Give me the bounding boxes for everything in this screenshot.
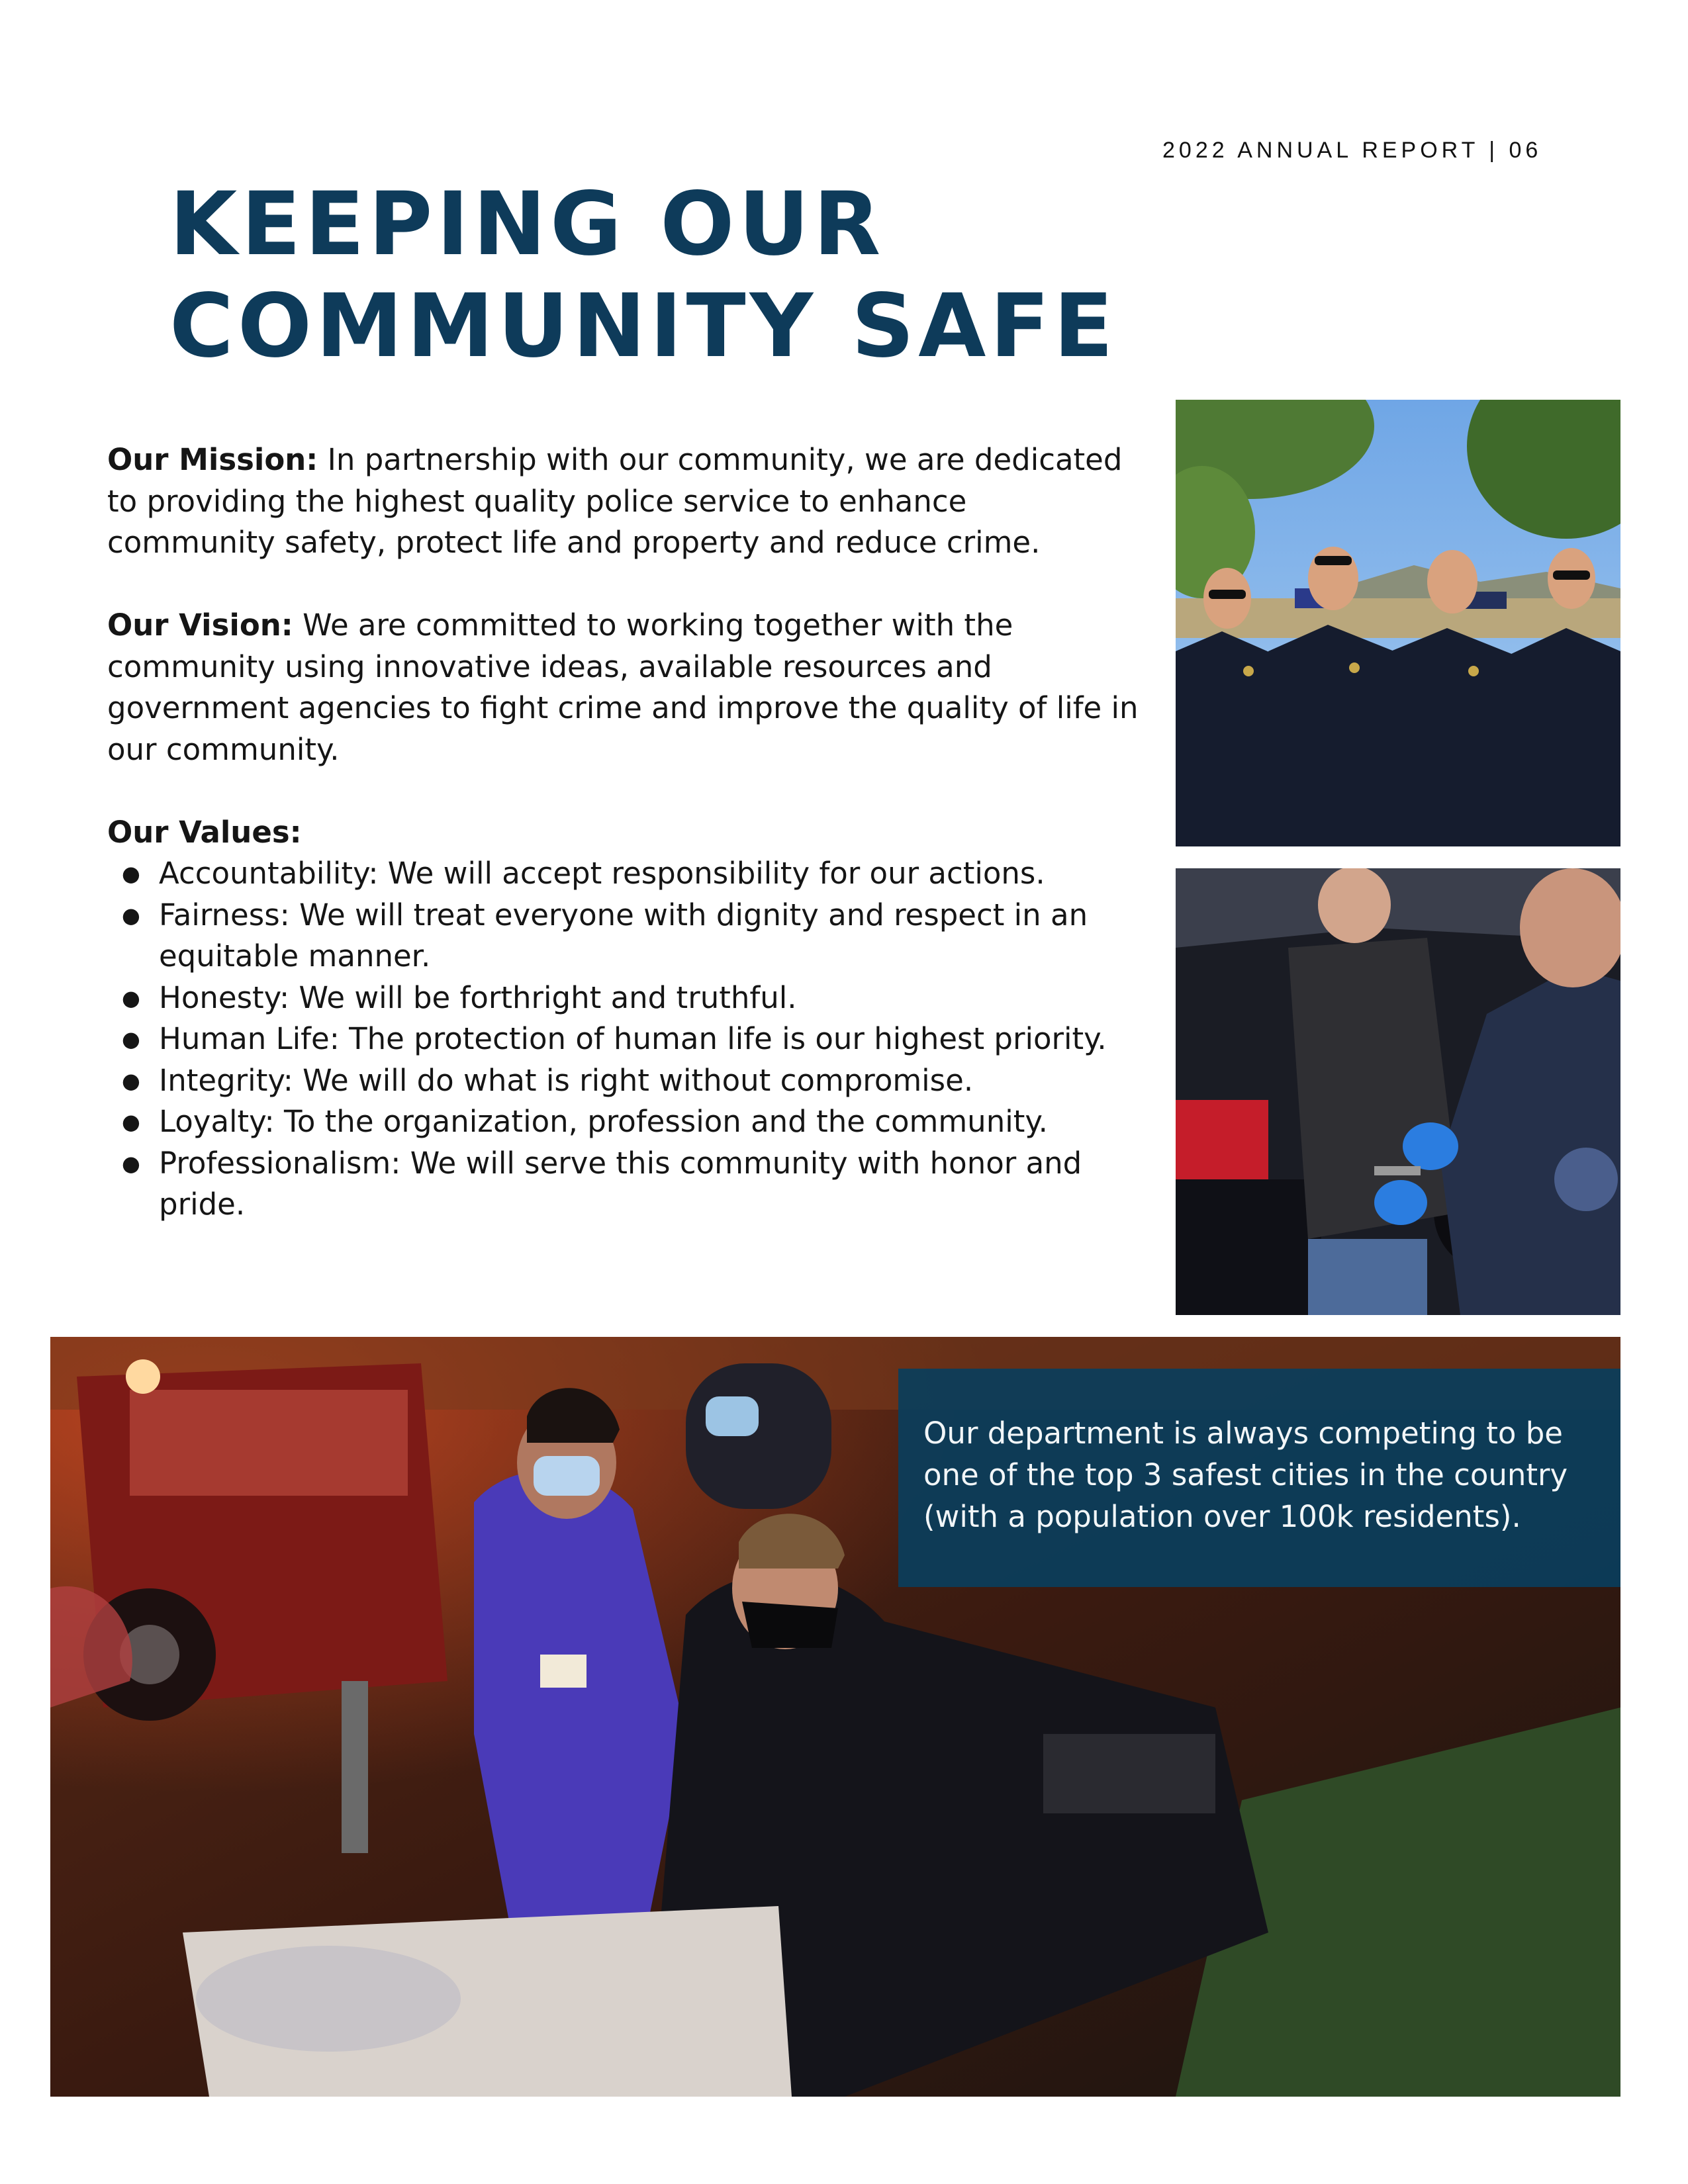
page-title-line-2: COMMUNITY SAFE bbox=[169, 275, 1117, 377]
arrest-photo bbox=[1176, 868, 1620, 1315]
list-item: ● Professionalism: We will serve this community with honor and pride. bbox=[122, 1145, 1082, 1222]
mission-text: In partnership with our community, we are dedicated to providing the highest quality police service to enhance community safety, protect life and property and reduce crime. bbox=[107, 442, 1123, 560]
officers-group-photo bbox=[1176, 400, 1620, 846]
body-text bbox=[107, 439, 1140, 1226]
values-heading bbox=[107, 812, 1140, 854]
mission-paragraph bbox=[107, 439, 1140, 564]
report-page-label: 2022 ANNUAL REPORT | 06 bbox=[1162, 138, 1542, 163]
list-item: ● Honesty: We will be forthright and truthful. bbox=[122, 979, 797, 1015]
list-item: ● Human Life: The protection of human life is our highest priority. bbox=[122, 1021, 1107, 1056]
list-item: ● Loyalty: To the organization, profession and the community. bbox=[122, 1104, 1048, 1139]
safety-callout-box bbox=[898, 1369, 1620, 1587]
list-item: ● Fairness: We will treat everyone with dignity and respect in an equitable manner. bbox=[122, 897, 1088, 974]
vision-text: We are committed to working together with the community using innovative ideas, available resources and government agencies to fight crime and improve the quality of life in our community. bbox=[107, 608, 1139, 767]
mission-label: Our Mission: bbox=[107, 442, 318, 477]
callout-text: Our department is always competing to be one of the top 3 safest cities in the country (with a population over 100k residents). bbox=[923, 1416, 1568, 1534]
values-label: Our Values: bbox=[107, 814, 302, 850]
page-title-line-1: KEEPING OUR bbox=[169, 173, 885, 275]
vision-label: Our Vision: bbox=[107, 608, 293, 643]
vision-paragraph bbox=[107, 605, 1140, 770]
page-title bbox=[169, 173, 1295, 377]
list-item: ● Accountability: We will accept responsibility for our actions. bbox=[122, 856, 1045, 891]
values-list bbox=[107, 853, 1140, 1226]
list-item: ● Integrity: We will do what is right without compromise. bbox=[122, 1062, 974, 1098]
